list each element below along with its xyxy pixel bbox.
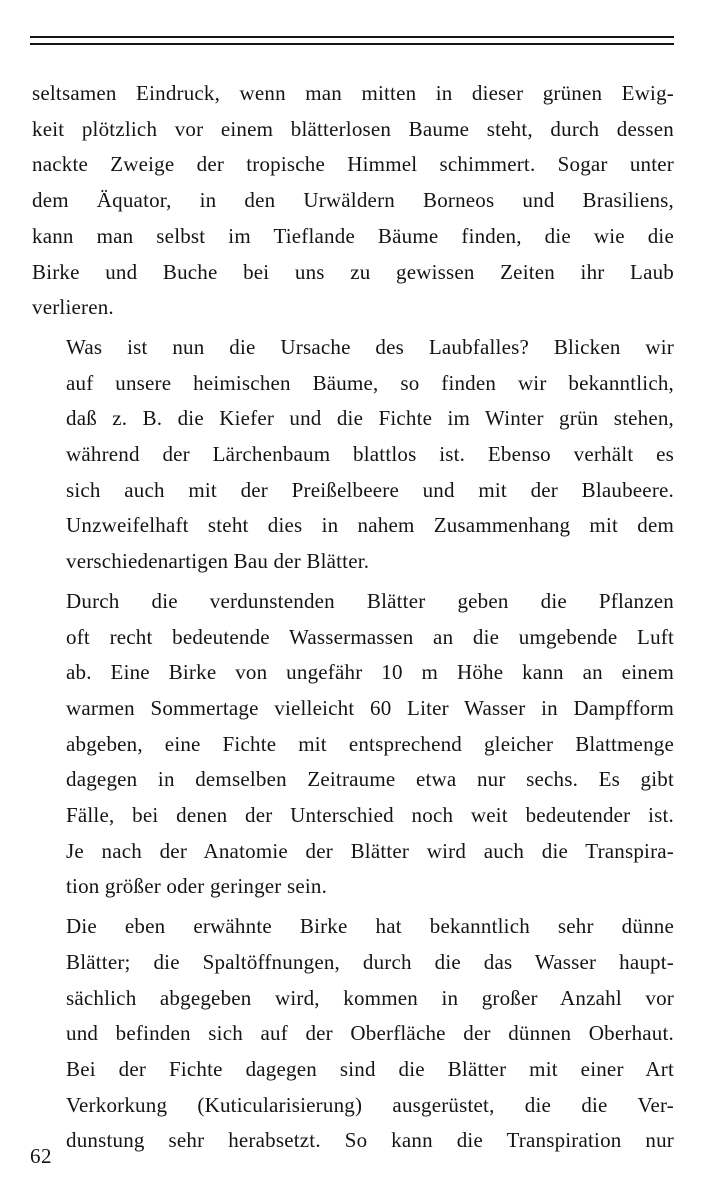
text-line: Die eben erwähnte Birke hat bekanntlich sehr dünne — [66, 914, 674, 939]
text-line: warmen Sommertage vielleicht 60 Liter Wasser in Dampfform — [66, 695, 674, 720]
text-line: Birke und Buche bei uns zu gewissen Zeiten ihr Laub — [32, 259, 674, 284]
text-line: dunstung sehr herabsetzt. So kann die Transpiration nur — [66, 1128, 674, 1153]
text-line: auf unsere heimischen Bäume, so finden wir bekanntlich, — [66, 370, 674, 395]
header-rule-top — [30, 36, 674, 38]
text-line: dagegen in demselben Zeitraume etwa nur sechs. Es gibt — [66, 767, 674, 792]
text-line: Je nach der Anatomie der Blätter wird auch die Transpira- — [66, 838, 674, 863]
text-line: oft recht bedeutende Wassermassen an die umgebende Luft — [66, 624, 674, 649]
header-rule-bottom — [30, 43, 674, 45]
text-line: kann man selbst im Tieflande Bäume finden, die wie die — [32, 223, 674, 248]
paragraph-4 — [32, 909, 674, 1159]
text-line: Fälle, bei denen der Unterschied noch weit bedeutender ist. — [66, 803, 674, 828]
paragraph-2 — [32, 330, 674, 580]
text-line: seltsamen Eindruck, wenn man mitten in dieser grünen Ewig- — [32, 81, 674, 105]
text-line: verlieren. — [32, 295, 114, 320]
text-line: sich auch mit der Preißelbeere und mit der Blaubeere. — [66, 477, 674, 502]
paragraph-3 — [32, 584, 674, 905]
text-line: daß z. B. die Kiefer und die Fichte im Winter grün stehen, — [66, 406, 674, 431]
text-line: abgeben, eine Fichte mit entsprechend gleicher Blattmenge — [66, 731, 674, 756]
body-text — [32, 76, 674, 1163]
paragraph-1 — [32, 76, 674, 326]
text-line: und befinden sich auf der Oberfläche der dünnen Oberhaut. — [66, 1021, 674, 1046]
text-line: keit plötzlich vor einem blätterlosen Baume steht, durch dessen — [32, 116, 674, 141]
text-line: tion größer oder geringer sein. — [66, 874, 328, 899]
text-line: Blätter; die Spaltöffnungen, durch die das Wasser haupt- — [66, 949, 674, 974]
text-line: sächlich abgegeben wird, kommen in großer Anzahl vor — [66, 985, 674, 1010]
text-line: verschiedenartigen Bau der Blätter. — [66, 549, 370, 574]
page-number: 62 — [30, 1144, 52, 1168]
text-line: Verkorkung (Kuticularisierung) ausgerüstet, die die Ver- — [66, 1092, 674, 1117]
text-line: Unzweifelhaft steht dies in nahem Zusammenhang mit dem — [66, 513, 674, 538]
text-line: Durch die verdunstenden Blätter geben die Pflanzen — [66, 588, 674, 613]
text-line: Was ist nun die Ursache des Laubfalles? Blicken wir — [66, 334, 674, 359]
text-line: dem Äquator, in den Urwäldern Borneos und Brasiliens, — [32, 188, 674, 213]
text-line: ab. Eine Birke von ungefähr 10 m Höhe kann an einem — [66, 660, 674, 685]
text-line: während der Lärchenbaum blattlos ist. Ebenso verhält es — [66, 442, 674, 467]
text-line: Bei der Fichte dagegen sind die Blätter mit einer Art — [66, 1056, 674, 1081]
text-line: nackte Zweige der tropische Himmel schimmert. Sogar unter — [32, 152, 674, 177]
